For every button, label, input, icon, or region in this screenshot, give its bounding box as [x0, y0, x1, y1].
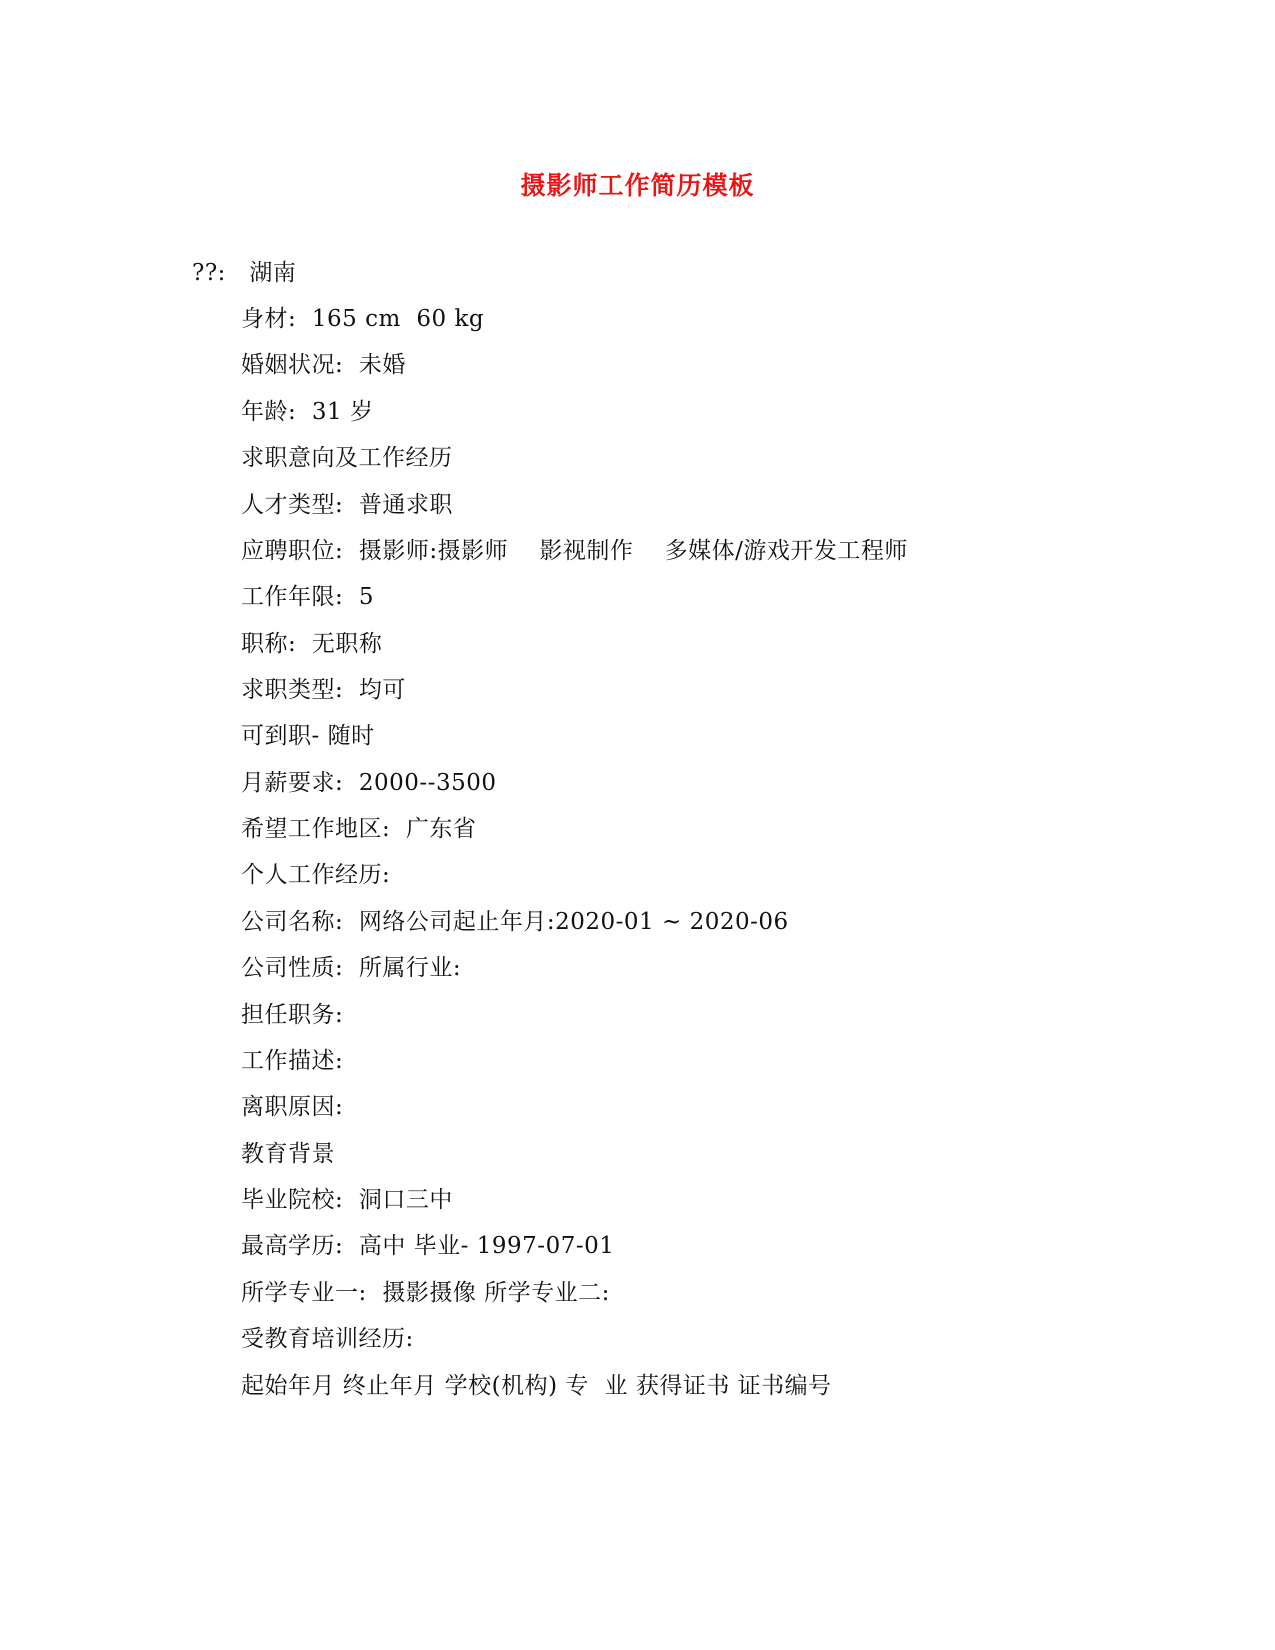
line-age: 年龄: 31 岁 [241, 399, 374, 425]
line-section-work-history: 个人工作经历: [241, 862, 391, 888]
line-school: 毕业院校: 洞口三中 [241, 1187, 453, 1213]
line-training-table-header: 起始年月 终止年月 学校(机构) 专 业 获得证书 证书编号 [241, 1373, 832, 1399]
line-work-description: 工作描述: [241, 1048, 344, 1074]
line-leaving-reason: 离职原因: [241, 1094, 344, 1120]
line-job-title: 职称: 无职称 [241, 631, 383, 657]
line-work-region: 希望工作地区: 广东省 [241, 816, 477, 842]
line-company-name: 公司名称: 网络公司起止年月:2020-01 ~ 2020-06 [241, 909, 789, 935]
line-talent-type: 人才类型: 普通求职 [241, 492, 453, 518]
document-title: 摄影师工作简历模板 [520, 171, 755, 200]
line-position-held: 担任职务: [241, 1002, 344, 1028]
line-job-type: 求职类型: 均可 [241, 677, 406, 703]
line-highest-degree: 最高学历: 高中 毕业- 1997-07-01 [241, 1233, 615, 1259]
line-section-education: 教育背景 [241, 1141, 335, 1167]
line-applied-position: 应聘职位: 摄影师:摄影师 影视制作 多媒体/游戏开发工程师 [241, 538, 908, 564]
line-company-nature: 公司性质: 所属行业: [241, 955, 462, 981]
line-majors: 所学专业一: 摄影摄像 所学专业二: [241, 1280, 610, 1306]
line-availability: 可到职- 随时 [241, 723, 375, 749]
line-section-training: 受教育培训经历: [241, 1326, 414, 1352]
line-body-size: 身材: 165 cm 60 kg [241, 306, 485, 332]
line-marital-status: 婚姻状况: 未婚 [241, 352, 406, 378]
line-native-place: ??: 湖南 [192, 260, 297, 286]
line-salary: 月薪要求: 2000--3500 [241, 770, 497, 796]
line-section-job-intention: 求职意向及工作经历 [241, 445, 453, 471]
line-work-years: 工作年限: 5 [241, 584, 375, 610]
